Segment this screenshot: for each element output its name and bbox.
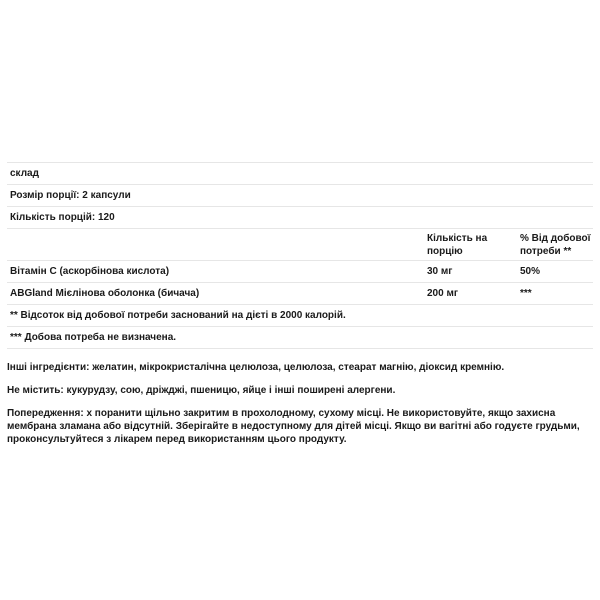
table-header-row xyxy=(7,229,593,261)
ingredient-daily-value: 50% xyxy=(517,261,593,283)
ingredient-amount: 200 мг xyxy=(424,283,517,305)
serving-size: Розмір порції: 2 капсули xyxy=(7,185,593,207)
ingredient-name: Вітамін С (аскорбінова кислота) xyxy=(7,261,424,283)
supplement-facts-table xyxy=(7,162,593,349)
other-ingredients: Інші інгредієнти: желатин, мікрокристалічна целюлоза, целюлоза, стеарат магнію, діоксид кремнію. xyxy=(7,362,505,373)
footnote-row xyxy=(7,305,593,327)
table-row xyxy=(7,283,593,305)
amount-header: Кількість на порцію xyxy=(424,229,517,261)
footnote-not-established: *** Добова потреба не визначена. xyxy=(7,327,593,349)
supplement-facts xyxy=(7,162,593,456)
warning-text: Попередження: х поранити щільно закритим в прохолодному, сухому місці. Не використовуйте, якщо захисна мембрана зламана або відсутній. Зберігайте в недоступному для дітей місці. Якщо ви вагітні або годуєте грудьми, проконсультуйтеся з лікарем перед використанням цього продукту. xyxy=(7,408,580,445)
header-empty xyxy=(7,229,424,261)
serving-size-row xyxy=(7,185,593,207)
servings-per-container-row xyxy=(7,207,593,229)
footnote-daily-value: ** Відсоток від добової потреби заснований на дієті в 2000 калорій. xyxy=(7,305,593,327)
ingredient-amount: 30 мг xyxy=(424,261,517,283)
table-row xyxy=(7,261,593,283)
section-title-row xyxy=(7,163,593,185)
product-notes xyxy=(7,361,593,446)
ingredient-daily-value: *** xyxy=(517,283,593,305)
footnote-row xyxy=(7,327,593,349)
allergen-free-statement: Не містить: кукурудзу, сою, дріжджі, пшеницю, яйце і інші поширені алергени. xyxy=(7,385,396,396)
daily-value-header: % Від добової потреби ** xyxy=(517,229,593,261)
section-title: склад xyxy=(7,163,593,185)
ingredient-name: ABGland Мієлінова оболонка (бичача) xyxy=(7,283,424,305)
servings-per-container: Кількість порцій: 120 xyxy=(7,207,593,229)
